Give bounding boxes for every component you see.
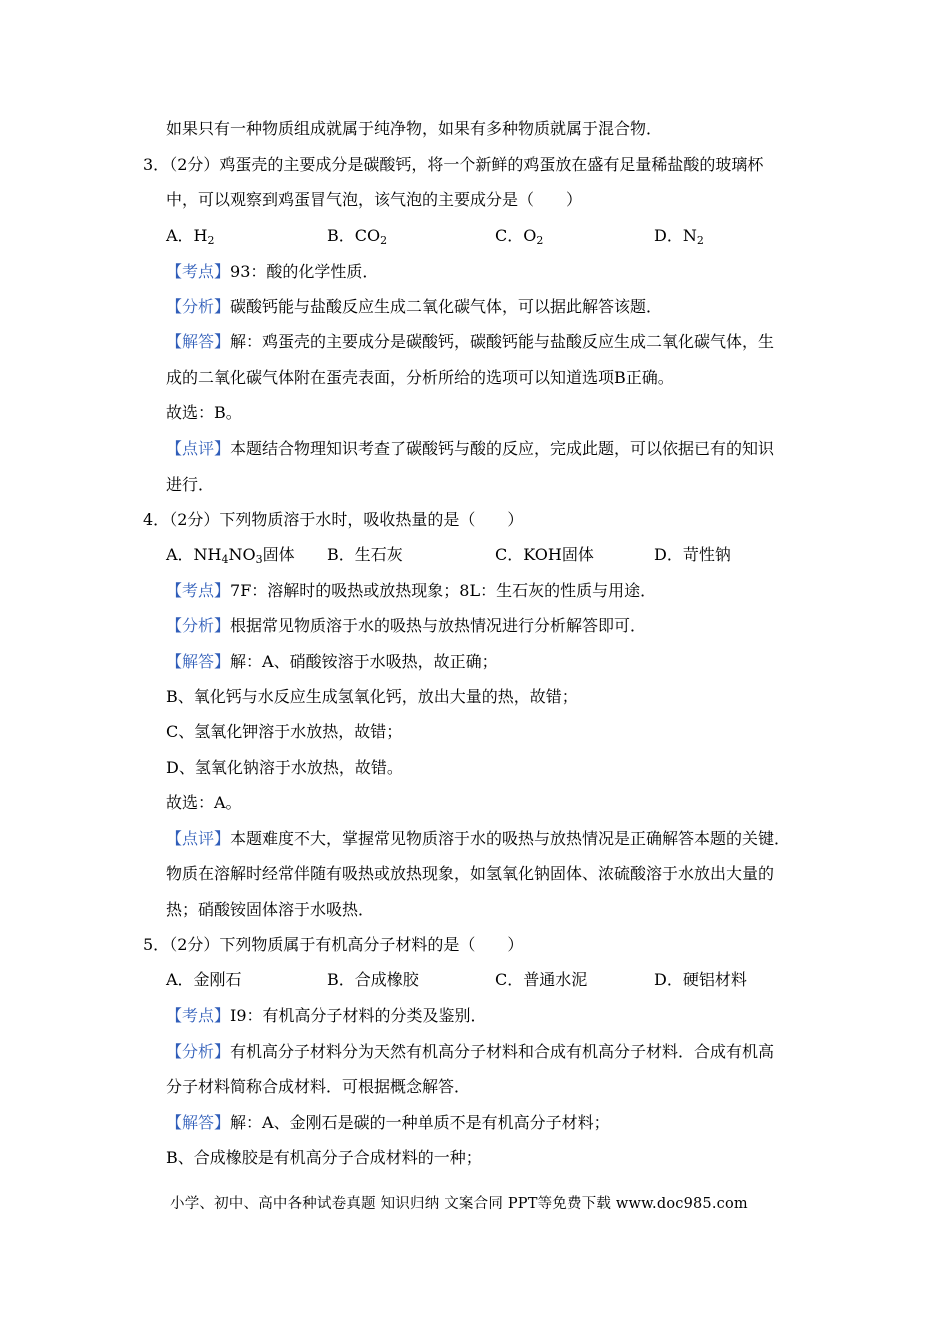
option-c-text: C．O <box>495 226 537 245</box>
option-d: D．苛性钠 <box>654 545 731 564</box>
jieda-line-1 <box>166 1113 610 1133</box>
dianping-tag: 【点评】 <box>166 439 231 458</box>
dianping-text: 本题结合物理知识考查了碳酸钙与酸的反应，完成此题，可以依据已有的知识 <box>230 439 775 458</box>
dianping-line-1 <box>166 829 790 849</box>
fenxi-tag: 【分析】 <box>166 1042 231 1061</box>
option-d <box>654 226 704 246</box>
option-b: B．合成橡胶 <box>327 970 419 989</box>
option-a-suffix: 固体 <box>262 545 295 564</box>
option-a-text: A．NH <box>166 545 222 564</box>
fenxi-text: 有机高分子材料分为天然有机高分子材料和合成有机高分子材料．合成有机高 <box>230 1042 775 1061</box>
option-b-subscript: 2 <box>380 234 388 247</box>
jieda-line-1 <box>166 332 774 352</box>
question-4-stem <box>143 510 523 530</box>
fenxi-line-1 <box>166 1042 774 1062</box>
jieda-line-2: 成的二氧化碳气体附在蛋壳表面，分析所给的选项可以知道选项B正确。 <box>166 368 674 387</box>
jieda-tag: 【解答】 <box>166 1113 231 1132</box>
kaodian-tag: 【考点】 <box>166 1006 231 1025</box>
jieda-text: 解：A、硝酸铵溶于水吸热，故正确； <box>230 652 498 671</box>
question-number: 4． <box>143 510 170 529</box>
question-stem: （2分）鸡蛋壳的主要成分是碳酸钙，将一个新鲜的鸡蛋放在盛有足量稀盐酸的玻璃杯 <box>169 155 764 174</box>
answer-line: 故选：B。 <box>166 403 242 422</box>
option-a-subscript: 4 <box>221 553 229 566</box>
option-a-subscript-2: 3 <box>255 553 263 566</box>
dianping-line-2: 进行． <box>166 475 215 494</box>
intro-line: 如果只有一种物质组成就属于纯净物，如果有多种物质就属于混合物． <box>166 119 663 138</box>
kaodian-line <box>166 581 656 601</box>
option-b <box>327 226 387 246</box>
dianping-text: 本题难度不大，掌握常见物质溶于水的吸热与放热情况是正确解答本题的关键． <box>230 829 791 848</box>
fenxi-tag: 【分析】 <box>166 297 231 316</box>
fenxi-line-2: 分子材料简称合成材料．可根据概念解答． <box>166 1077 471 1096</box>
jieda-line-3: C、氢氧化钾溶于水放热，故错； <box>166 722 403 741</box>
option-c: C．普通水泥 <box>495 970 588 989</box>
kaodian-line <box>166 1006 487 1026</box>
kaodian-tag: 【考点】 <box>166 262 231 281</box>
option-a <box>166 226 215 246</box>
option-c: C．KOH固体 <box>495 545 594 564</box>
jieda-line-2: B、氧化钙与水反应生成氢氧化钙，放出大量的热，故错； <box>166 687 578 706</box>
question-stem: （2分）下列物质溶于水时，吸收热量的是（ ） <box>169 510 524 529</box>
question-number: 3． <box>143 155 170 174</box>
question-5-stem <box>143 935 523 955</box>
option-a <box>166 545 295 565</box>
option-d-subscript: 2 <box>696 234 704 247</box>
dianping-line-2: 物质在溶解时经常伴随有吸热或放热现象，如氢氧化钠固体、浓硫酸溶于水放出大量的 <box>166 864 775 883</box>
fenxi-line <box>166 616 646 636</box>
kaodian-text: 93：酸的化学性质． <box>230 262 379 281</box>
question-stem: （2分）下列物质属于有机高分子材料的是（ ） <box>169 935 524 954</box>
option-c <box>495 226 543 246</box>
dianping-line-1 <box>166 439 774 459</box>
option-b-text: B．CO <box>327 226 381 245</box>
question-number: 5． <box>143 935 170 954</box>
fenxi-tag: 【分析】 <box>166 616 231 635</box>
dianping-tag: 【点评】 <box>166 829 231 848</box>
option-a-text-mid: NO <box>228 545 256 564</box>
option-a: A．金刚石 <box>166 970 242 989</box>
jieda-tag: 【解答】 <box>166 332 231 351</box>
fenxi-line <box>166 297 662 317</box>
option-d-text: D．N <box>654 226 697 245</box>
option-a-subscript: 2 <box>207 234 215 247</box>
jieda-tag: 【解答】 <box>166 652 231 671</box>
jieda-text: 解：鸡蛋壳的主要成分是碳酸钙，碳酸钙能与盐酸反应生成二氧化碳气体，生 <box>230 332 775 351</box>
fenxi-text: 根据常见物质溶于水的吸热与放热情况进行分析解答即可． <box>230 616 647 635</box>
jieda-line-2: B、合成橡胶是有机高分子合成材料的一种； <box>166 1148 482 1167</box>
jieda-line-4: D、氢氧化钠溶于水放热，故错。 <box>166 758 403 777</box>
jieda-line-1 <box>166 652 498 672</box>
jieda-text: 解：A、金刚石是碳的一种单质不是有机高分子材料； <box>230 1113 610 1132</box>
option-d: D．硬铝材料 <box>654 970 747 989</box>
kaodian-text: I9：有机高分子材料的分类及鉴别． <box>230 1006 487 1025</box>
page-footer: 小学、初中、高中各种试卷真题 知识归纳 文案合同 PPT等免费下载 www.doc985.com <box>170 1196 748 1212</box>
option-a-text: A．H <box>166 226 208 245</box>
kaodian-text: 7F：溶解时的吸热或放热现象；8L：生石灰的性质与用途． <box>230 581 657 600</box>
dianping-line-3: 热；硝酸铵固体溶于水吸热． <box>166 900 375 919</box>
kaodian-tag: 【考点】 <box>166 581 231 600</box>
answer-line: 故选：A。 <box>166 793 242 812</box>
option-c-subscript: 2 <box>536 234 544 247</box>
question-3-stem-line-1 <box>143 155 763 175</box>
kaodian-line <box>166 262 378 282</box>
question-3-stem-line-2: 中，可以观察到鸡蛋冒气泡，该气泡的主要成分是（ ） <box>166 190 583 209</box>
fenxi-text: 碳酸钙能与盐酸反应生成二氧化碳气体，可以据此解答该题． <box>230 297 663 316</box>
option-b: B．生石灰 <box>327 545 403 564</box>
